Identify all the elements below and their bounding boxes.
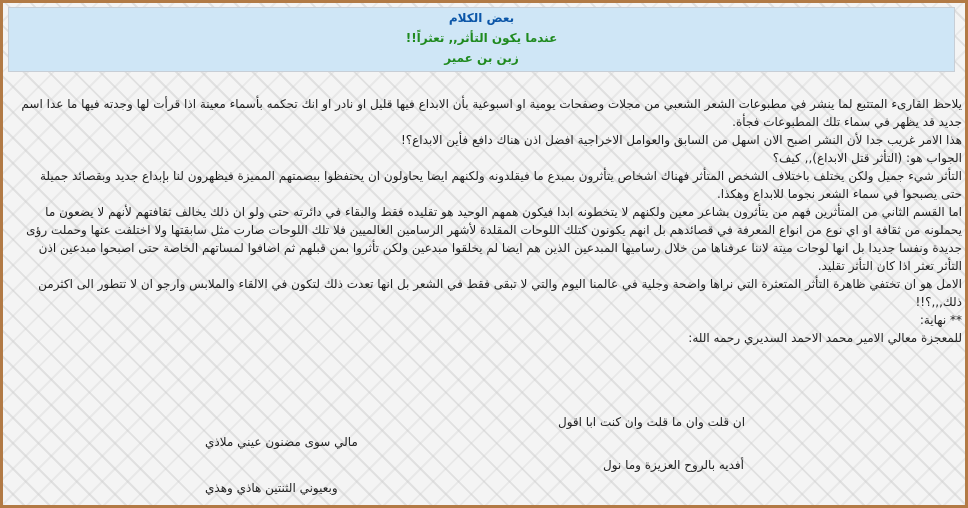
poem-verse-left: مالي سوى مضنون عيني ملاذي [205,435,358,449]
paragraph: الجواب هو: (التأثر قتل الابداع),, كيف؟ [772,151,962,165]
poem-verse-left: وبعيوني الثنتين هاذي وهذي [205,481,338,495]
article-title: عندما يكون التأثر,, تعثراً!! [405,31,558,45]
paragraph: يلاحظ القارىء المتتبع لما ينشر في مطبوعات الشعر الشعبي من مجلات وصفحات يومية او اسبوعية بأن الابداع فيها قليل او نادر او انك تحكمه بأسماء معينة اذا قرأت لها وجدته فيها ما عدا اسم جديد قد يظهر في سماء تلك المطبوعات فجأة. [21,97,962,129]
paragraph: ** نهاية: [919,313,962,327]
article-header [8,7,955,72]
paragraph: التأثر شيء جميل ولكن يختلف باختلاف الشخص المتأثر فهناك اشخاص يتأثرون بمبدع ما فيقلدونه ولكنهم ايضا يحاولون ان يحتفظوا ببصمتهم المميزة فيظهرون لنا بإبداع جديد وبقصائد جميلة حتى يصبحوا في سماء الشعر نجوما للابداع وهكذا. [39,169,962,201]
poem-verse-right: ان قلت وان ما قلت وان كنت ابا اقول [558,415,746,429]
poem [0,405,968,505]
paragraph: للمعجزة معالي الامير محمد الاحمد السديري رحمه الله: [688,331,962,345]
poem-verse-right: أفديه بالروح العزيزة وما نول [603,458,744,472]
author-name: زبن بن عمير [444,51,519,65]
paragraph: الامل هو ان تختفي ظاهرة التأثر المتعثرة التي نراها واضحة وجلية في عالمنا اليوم والتي لا تبقى فقط في الشعر بل انها تعدت ذلك لتكون في الالقاء والملابس وارجو ان لا تتطور الى اكثرمن ذلك,,,؟!! [38,277,962,309]
article-body [20,95,962,347]
column-title: بعض الكلام [448,11,515,25]
paragraph: اما القسم الثاني من المتأثرين فهم من يتأثرون بشاعر معين ولكنهم لا يتخطونه ابدا فيكون همهم الوحيد هو تقليده فقط والبقاء في دائرته حتى ولو ان ذلك يخالف ثقافتهم لأنهم لا يضعون ما يحملونه من ثقافة او اي نوع من انواع المعرفة في قصائدهم بل انهم يكونون كتلك اللوحات المقلدة لأشهر الرسامين العالميين فلا تلك اللوحات صارت مثل سابقتها ولا اختلفت عنها وحملت رؤى جديدة ونفسا جديدا بل انها لوحات ميتة لاننا عرفناها من خلال رساميها المبدعين الذين هم ايضا لم يخلقوا مبدعين ولكن تأثروا بمن قبلهم ثم اضافوا لمساتهم الخاصة حتى اصبحوا مبدعين اذن التأثر تعثر اذا كان التأثر تقليد. [26,205,962,273]
paragraph: هذا الامر غريب جدا لأن النشر اصبح الان اسهل من السابق والعوامل الاخراجية افضل اذن هناك دافع فأين الابداع؟! [400,133,962,147]
